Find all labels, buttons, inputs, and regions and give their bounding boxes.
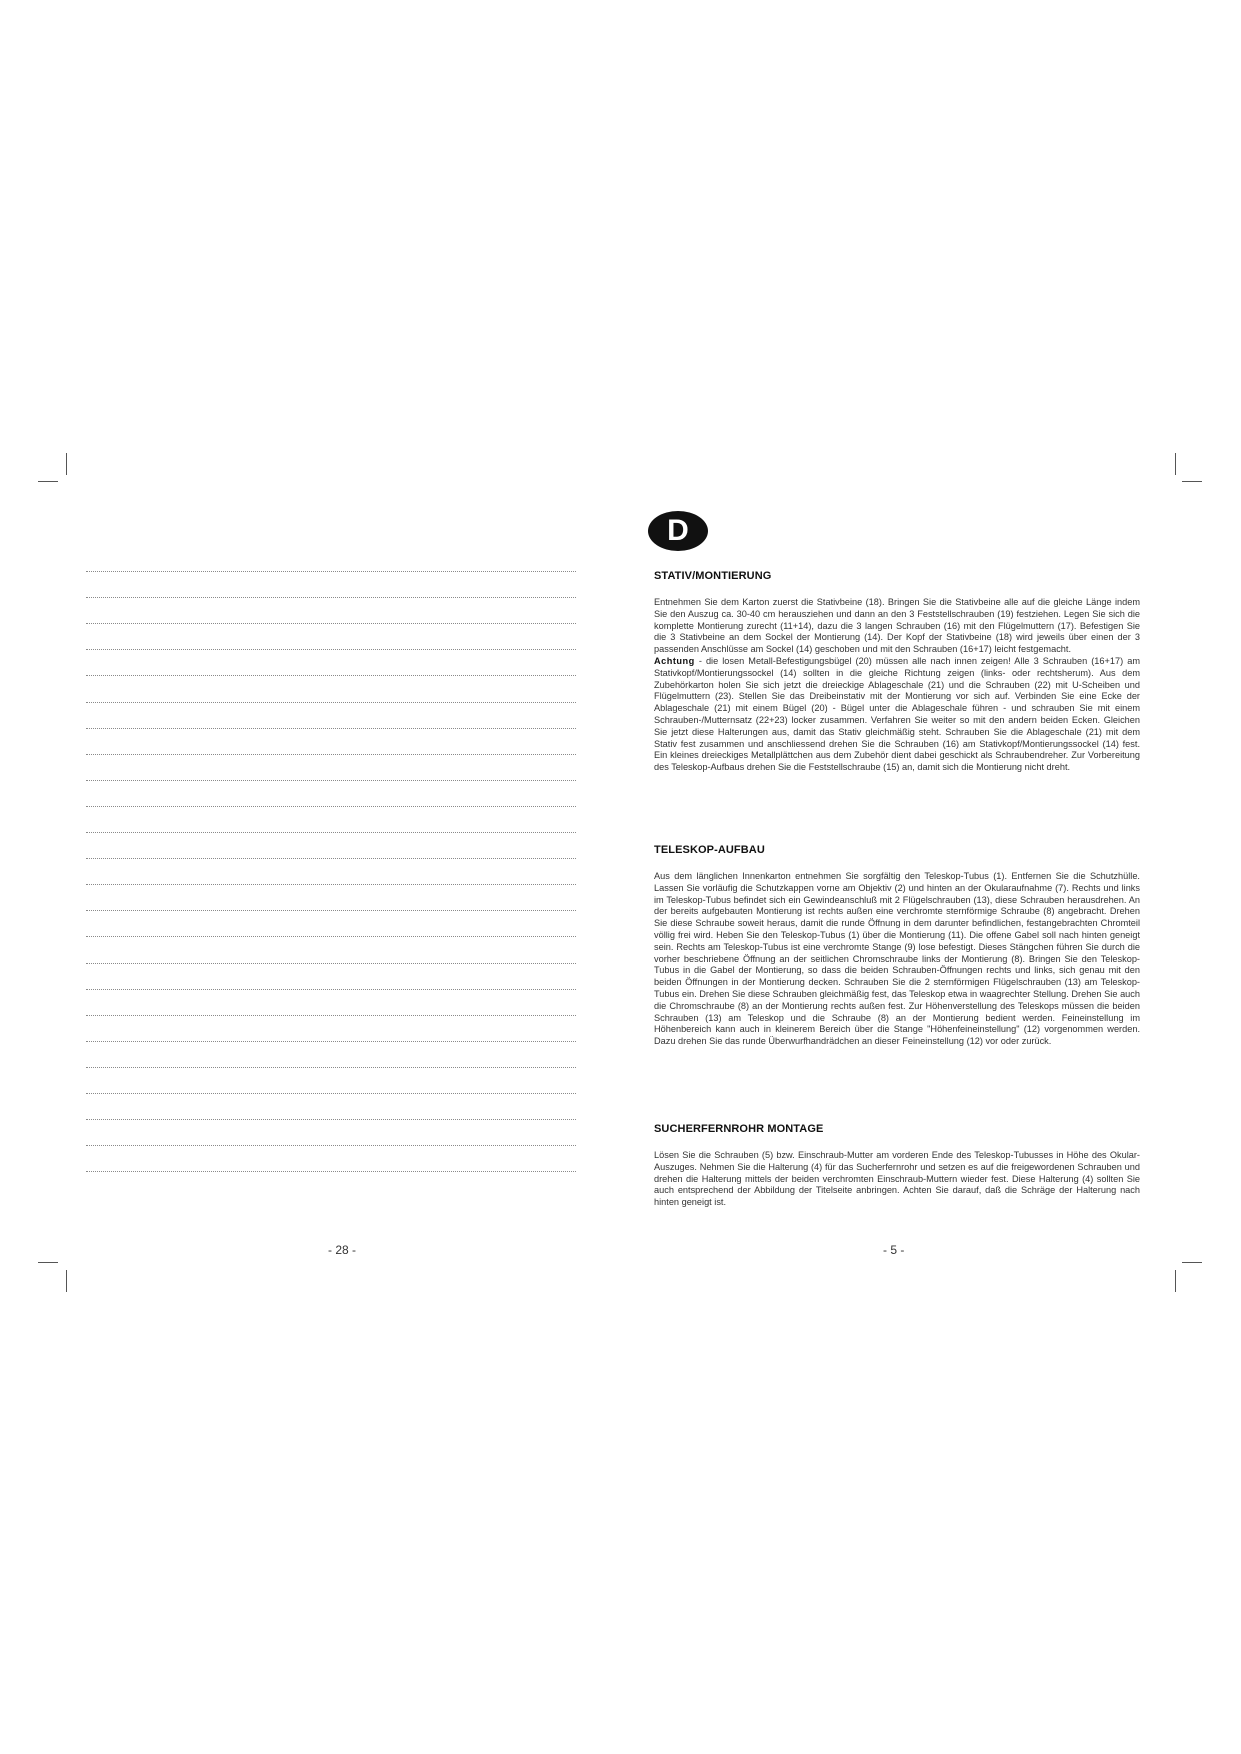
- left-page-number: - 28 -: [328, 1243, 357, 1257]
- note-line: [86, 910, 576, 911]
- section-paragraph: Aus dem länglichen Innenkarton entnehmen Sie sorgfältig den Teleskop-Tubus (1). Entfernen Sie die Schutzhülle. Lassen Sie vorläufig die Schutzkappen vorne am Objektiv (2) und hinten an der Okularaufnahme (7). Rechts und links im Teleskop-Tubus befindet sich ein Gewindeanschluß mit 2 Flügelschrauben (13), diese Schrauben herausdrehen. An der bereits aufgebauten Montierung ist rechts außen eine verchromte sternförmige Schraube (8) angebracht. Drehen Sie diese Schraube soweit heraus, damit die runde Öffnung in dem darunter befindlichen, festangebrachten Chromteil völlig frei wird. Heben Sie den Teleskop-Tubus (1) über die Montierung (11). Die offene Gabel soll nach hinten geneigt sein. Rechts am Teleskop-Tubus ist eine verchromte Stange (9) lose befestigt. Dieses Stängchen führen Sie durch die vorher beschriebene Öffnung an der seitlichen Chromschraube links der Montierung (8). Bringen Sie den Teleskop-Tubus in die Gabel der Montierung, so dass die beiden Schrauben-Öffnungen rechts und links, sich genau mit den beiden Öffnungen in der Montierung decken. Schrauben Sie die 2 sternförmigen Flügelschrauben (13) am Teleskop-Tubus ein. Drehen Sie diese Schrauben gleichmäßig fest, das Teleskop etwa in waagrechter Stellung. Drehen Sie auch die Chromschraube (8) an der Montierung rechts außen fest. Zur Höhenverstellung des Teleskops müssen die beiden Schrauben (13) am Teleskop und die Schraube (8) an der Montierung bedient werden. Feineinstellung im Höhenbereich kann auch in kleinerem Bereich über die Stange "Höhenfeineinstellung" (12) vorgenommen werden. Dazu drehen Sie das runde Überwurfhandrädchen an dieser Feineinstellung (12) vor oder zurück.: [654, 871, 1140, 1047]
- crop-mark: [66, 1270, 67, 1292]
- section-heading: STATIV/MONTIERUNG: [654, 570, 772, 582]
- note-line: [86, 780, 576, 781]
- crop-mark: [1182, 1262, 1202, 1263]
- note-line: [86, 1119, 576, 1120]
- note-line: [86, 597, 576, 598]
- section-sucherfernrohr-montage: [654, 1123, 1140, 1209]
- section-paragraph: Entnehmen Sie dem Karton zuerst die Stativbeine (18). Bringen Sie die Stativbeine alle auf die gleiche Länge indem Sie den Auszug ca. 30-40 cm herausziehen und dann an den 3 Feststellschrauben (19) festziehen. Legen Sie sich die komplette Montierung zurecht (11+14), dazu die 3 langen Schrauben (16) mit den Flügelmuttern (17). Befestigen Sie die 3 Stativbeine an dem Sockel der Montierung (14). Der Kopf der Stativbeine (18) wird jeweils über einen der 3 passenden Anschlüsse am Sockel (14) geschoben und mit den Schrauben (16+17) leicht festgemacht.: [654, 597, 1140, 655]
- crop-mark: [1182, 481, 1202, 482]
- section-paragraph: [654, 656, 1140, 774]
- section-stativ-montierung: [654, 570, 1140, 774]
- note-line: [86, 1041, 576, 1042]
- crop-mark: [38, 1262, 58, 1263]
- note-line: [86, 1067, 576, 1068]
- note-line: [86, 832, 576, 833]
- note-line: [86, 728, 576, 729]
- crop-mark: [66, 453, 67, 475]
- section-paragraph: Lösen Sie die Schrauben (5) bzw. Einschraub-Mutter am vorderen Ende des Teleskop-Tubusses in Höhe des Okular-Auszuges. Nehmen Sie die Halterung (4) für das Sucherfernrohr und setzen es auf die freigewordenen Schrauben und drehen die Halterung mittels der beiden verchromten Einschraub-Muttern wieder fest. Diese Halterung (4) sollten Sie auch entsprechend der Abbildung der Titelseite anbringen. Achten Sie darauf, daß die Schräge der Halterung nach hinten geneigt ist.: [654, 1150, 1140, 1208]
- note-line: [86, 571, 576, 572]
- emphasis-label: Achtung: [654, 655, 695, 666]
- language-badge: D: [648, 511, 708, 551]
- note-line: [86, 623, 576, 624]
- note-line: [86, 754, 576, 755]
- note-line: [86, 1093, 576, 1094]
- note-line: [86, 963, 576, 964]
- crop-mark: [38, 481, 58, 482]
- note-line: [86, 702, 576, 703]
- crop-mark: [1175, 1270, 1176, 1292]
- right-page-number: - 5 -: [883, 1243, 905, 1257]
- note-line: [86, 884, 576, 885]
- note-line: [86, 1015, 576, 1016]
- section-heading: SUCHERFERNROHR MONTAGE: [654, 1123, 824, 1135]
- note-line: [86, 806, 576, 807]
- section-teleskop-aufbau: [654, 844, 1140, 1048]
- note-line: [86, 649, 576, 650]
- note-line: [86, 1171, 576, 1172]
- note-line: [86, 858, 576, 859]
- note-line: [86, 1145, 576, 1146]
- note-line: [86, 675, 576, 676]
- crop-mark: [1175, 453, 1176, 475]
- section-heading: TELESKOP-AUFBAU: [654, 844, 765, 856]
- note-line: [86, 936, 576, 937]
- note-line: [86, 989, 576, 990]
- paragraph-text: - die losen Metall-Befestigungsbügel (20) müssen alle nach innen zeigen! Alle 3 Schrauben (16+17) am Stativkopf/Montierungssockel (14) sollten in die gleiche Richtung zeigen (links- oder rechtsherum). Aus dem Zubehörkarton holen Sie sich jetzt die dreieckige Ablageschale (21) und die Schrauben (22) mit U-Scheiben und Flügelmuttern (23). Stellen Sie das Dreibeinstativ mit der Montierung vor sich auf. Verbinden Sie eine Ecke der Ablageschale (21) mit einem Bügel (20) - Bügel unter die Ablageschale führen - und schrauben Sie mit einem Schrauben-/Mutternsatz (22+23) locker zusammen. Verfahren Sie weiter so mit den andern beiden Ecken. Gleichen Sie jetzt diese Halterungen aus, damit das Stativ gleichmäßig steht. Schrauben Sie die Ablageschale (21) mit dem Stativ fest zusammen und anschliessend drehen Sie die Schrauben (16) am Stativkopf/Montierungssockel (14) fest. Ein kleines dreieckiges Metallplättchen aus dem Zubehör dient dabei geschickt als Schraubendreher. Zur Vorbereitung des Teleskop-Aufbaus drehen Sie die Feststellschraube (15) an, damit sich die Montierung nicht dreht.: [654, 655, 1140, 773]
